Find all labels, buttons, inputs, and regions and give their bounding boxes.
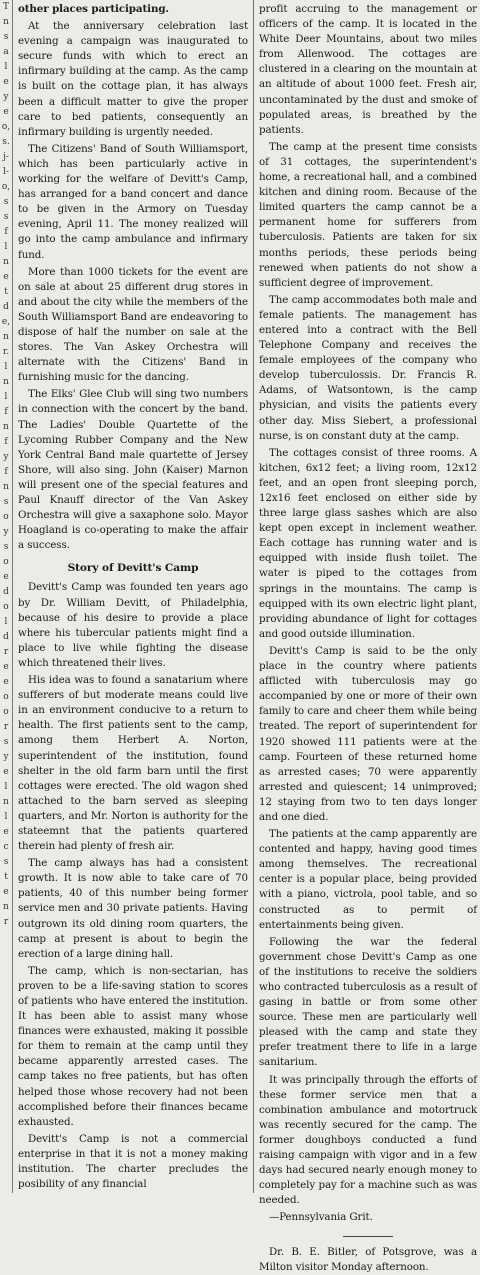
gutter-glyph: d	[3, 302, 9, 312]
article-paragraph: The camp accommodates both male and female patients. The management has entered into a contract with the Bell Telephone Company and receives the female employees of the company who develop tuberculossis. Dr. Francis R. Adams, of Watsontown, is the camp physician, and visits the patients every other day. Miss Siebert, a professional nurse, is on constant duty at the camp.	[259, 293, 477, 442]
gutter-glyph: n	[3, 332, 9, 342]
gutter-glyph: n	[3, 377, 9, 387]
gutter-glyph: e	[3, 677, 9, 687]
article-paragraph: The Elks' Glee Club will sing two numbers in connection with the concert by the band. The Ladies' Double Quartette of the Lycoming Rubber Company and the New York Central Band male quartette of Jersey Shore, will also sing. John (Kaiser) Marnon will present one of the special features and Paul Knauff director of the Van Askey Orchestra will give a saxaphone solo. Mayor Hoagland is co-operating to make the affair a success.	[18, 388, 248, 552]
gutter-glyph: y	[3, 527, 9, 537]
gutter-glyph: n	[3, 482, 9, 492]
gutter-glyph: e	[3, 572, 9, 582]
article-paragraph: The cottages consist of three rooms. A kitchen, 6x12 feet; a living room, 12x12 feet, and an open front sleeping porch, 12x16 feet enclosed on either side by three large glass sashes which are also kept open except in inclement weather. Each cottage has running water and is equipped with inside flush toilet. The water is piped to the cottages from springs in the mountains. The camp is equipped with its own electric light plant, providing abundance of light for cottages and good outside illumination.	[259, 446, 477, 640]
article-credit: —Pennsylvania Grit.	[269, 1211, 373, 1224]
gutter-glyph: n	[3, 902, 9, 912]
news-brief: Dr. B. E. Bitler, of Potsgrove, was a Milton visitor Monday afternoon.	[259, 1245, 477, 1273]
gutter-glyph: e	[3, 767, 9, 777]
gutter-glyph: o	[3, 512, 9, 522]
gutter-glyph: f	[4, 437, 8, 447]
gutter-glyph: t	[4, 872, 8, 882]
gutter-glyph: d	[3, 632, 9, 642]
gutter-glyph: l	[4, 362, 8, 372]
article-paragraph: At the anniversary celebration last evening a campaign was inaugurated to secure funds with which to erect an infirmary building at the camp. As the camp is built on the cottage plan, it has always been a difficult matter to give the proper care to bed patients, consequently an infirmary building is urgently needed.	[18, 20, 248, 138]
gutter-glyph: l	[4, 617, 8, 627]
column-divider	[253, 0, 254, 1193]
gutter-glyph: s	[3, 212, 9, 222]
gutter-glyph: t	[4, 287, 8, 297]
story-heading: Story of Devitt's Camp	[67, 562, 199, 575]
gutter-glyph: o,	[1, 182, 11, 192]
gutter-glyph: n	[3, 257, 9, 267]
gutter-glyph: r	[3, 722, 9, 732]
story-paragraph: His idea was to found a sanatarium where sufferers of but moderate means could live in an environment conducive to a return to health. The first patients sent to the camp, among them Herbert A. Norton, superintendent of the institution, found shelter in the old farm barn until the first cottages were erected. The old wagon shed attached to the barn served as sleeping quarters, and Mr. Norton is authority for the stateemnt that the patients quartered therein had plenty of fresh air.	[18, 674, 248, 853]
gutter-glyph: o,	[1, 122, 11, 132]
gutter-glyph: n	[3, 422, 9, 432]
article-paragraph: More than 1000 tickets for the event are on sale at about 25 different drug stores in and about the city while the members of the South Williamsport Band are endeavoring to dispose of half the number on sale at the stores. The Van Askey Orchestra will alternate with the Citizens' Band in furnishing music for the dancing.	[18, 265, 248, 384]
gutter-glyph: e	[3, 887, 9, 897]
article-paragraph: profit accruing to the management or officers of the camp. It is located in the White Deer Mountains, about two miles from Allenwood. The cottages are clustered in a clearing on the mountain at an altitude of about 1000 feet. Fresh air, uncontaminated by the dust and smoke of populated areas, is breathed by the patients.	[259, 3, 477, 136]
gutter-glyph: s	[3, 857, 9, 867]
gutter-glyph: y	[3, 752, 9, 762]
article-paragraph: The Citizens' Band of South Williamsport, which has been particularly active in working for the welfare of Devitt's Camp, has arranged for a band concert and dance to be given in the Armory on Tuesday evening, April 11. The money realized will go into the camp ambulance and infirmary fund.	[18, 142, 248, 261]
article-paragraph: It was principally through the efforts of these former service men that a combination ambulance and motortruck was recently secured for the camp. The former doughboys conducted a fund raising campaign with vigor and in a few days had secured nearly enough money to completely pay for a machine such as was needed.	[259, 1073, 477, 1207]
gutter-glyph: n	[3, 17, 9, 27]
left-column-clipped-edge	[0, 0, 13, 1193]
gutter-glyph: f	[4, 467, 8, 477]
gutter-glyph: e,	[1, 317, 11, 327]
gutter-glyph: l	[4, 392, 8, 402]
article-paragraph: Following the war the federal government chose Devitt's Camp as one of the institutions to receive the soldiers who contracted tuberculosis as a result of gasing in battle or from some other source. These men are particularly well pleased with the camp and state they prefer treatment there to life in a large sanitarium.	[259, 935, 477, 1069]
gutter-glyph: n	[3, 797, 9, 807]
gutter-glyph: s.	[2, 137, 10, 147]
gutter-glyph: j-	[3, 152, 9, 162]
gutter-glyph: y	[3, 452, 9, 462]
story-paragraph: Devitt's Camp is not a commercial enterprise in that it is not a money making institution. The charter precludes the posibility of any financial	[18, 1132, 248, 1191]
gutter-glyph: e	[3, 107, 9, 117]
gutter-glyph: l	[4, 62, 8, 72]
article-column-right	[259, 2, 477, 1273]
gutter-glyph: o	[3, 557, 9, 567]
article-paragraph: The camp at the present time consists of 31 cottages, the superintendent's home, a recreational hall, and a combined kitchen and dining room. Because of the limited quarters the camp cannot be a permanent home for sufferers from tuberculosis. Patients are taken for six months periods, these periods being renewed when patients do not show a sufficient degree of improvement.	[259, 140, 477, 289]
gutter-glyph: r	[3, 647, 9, 657]
gutter-glyph: s	[3, 32, 9, 42]
gutter-glyph: e	[3, 662, 9, 672]
gutter-glyph: a	[3, 47, 9, 57]
gutter-glyph: e	[3, 272, 9, 282]
gutter-glyph: f	[4, 407, 8, 417]
gutter-glyph: s	[3, 737, 9, 747]
gutter-glyph: o	[3, 602, 9, 612]
gutter-glyph: s	[3, 542, 9, 552]
gutter-glyph: r	[3, 917, 9, 927]
gutter-glyph: o	[3, 692, 9, 702]
gutter-glyph: r.	[2, 347, 10, 357]
article-end-rule	[343, 1236, 393, 1237]
gutter-glyph: d	[3, 587, 9, 597]
gutter-glyph: l	[4, 782, 8, 792]
article-paragraph: other places participating.	[18, 3, 169, 15]
story-paragraph: The camp always has had a consistent growth. It is now able to take care of 70 patients, 40 of this number being former service men and 30 private patients. Having outgrown its old dining room quarters, the camp at present is about to begin the erection of a large dining hall.	[18, 857, 248, 960]
story-paragraph: Devitt's Camp was founded ten years ago by Dr. William Devitt, of Philadelphia, because of his desire to provide a place where his tubercular patients might find a place to live while fighting the disease which threatened their lives.	[18, 581, 248, 669]
gutter-glyph: s	[3, 197, 9, 207]
gutter-glyph: f	[4, 227, 8, 237]
article-paragraph: The patients at the camp apparently are contented and happy, having good times among themselves. The recreational center is a popular place, being provided with a piano, victrola, pool table, and so constructed as to permit of entertainments being given.	[259, 828, 477, 931]
gutter-glyph: e	[3, 827, 9, 837]
article-paragraph: Devitt's Camp is said to be the only place in the country where patients afflicted with tuberculosis may go accompanied by one or more of their own family to care and cheer them while being treated. The report of superintendent for 1920 showed 111 patients were at the camp. Fourteen of these returned home as arrested cases; 70 were apparently arrested and quiescent; 14 unimproved; 12 staying from two to ten days longer and one died.	[259, 644, 477, 823]
story-paragraph: The camp, which is non-sectarian, has proven to be a life-saving station to scores of patients who have entered the institution. It has been able to assist many whose finances were exhausted, making it possible for them to remain at the camp until they became apparently arrested cases. The camp takes no free patients, but has often helped those whose recovery had not been accomplished before their finances became exhausted.	[18, 964, 248, 1128]
gutter-glyph: o	[3, 707, 9, 717]
gutter-glyph: s	[3, 497, 9, 507]
gutter-glyph: c	[3, 842, 9, 852]
gutter-glyph: l-	[3, 167, 9, 177]
gutter-glyph: e	[3, 77, 9, 87]
gutter-glyph: T	[2, 2, 9, 12]
article-column-left	[18, 2, 248, 1190]
gutter-glyph: y	[3, 92, 9, 102]
gutter-glyph: l	[4, 242, 8, 252]
gutter-glyph: l	[4, 812, 8, 822]
